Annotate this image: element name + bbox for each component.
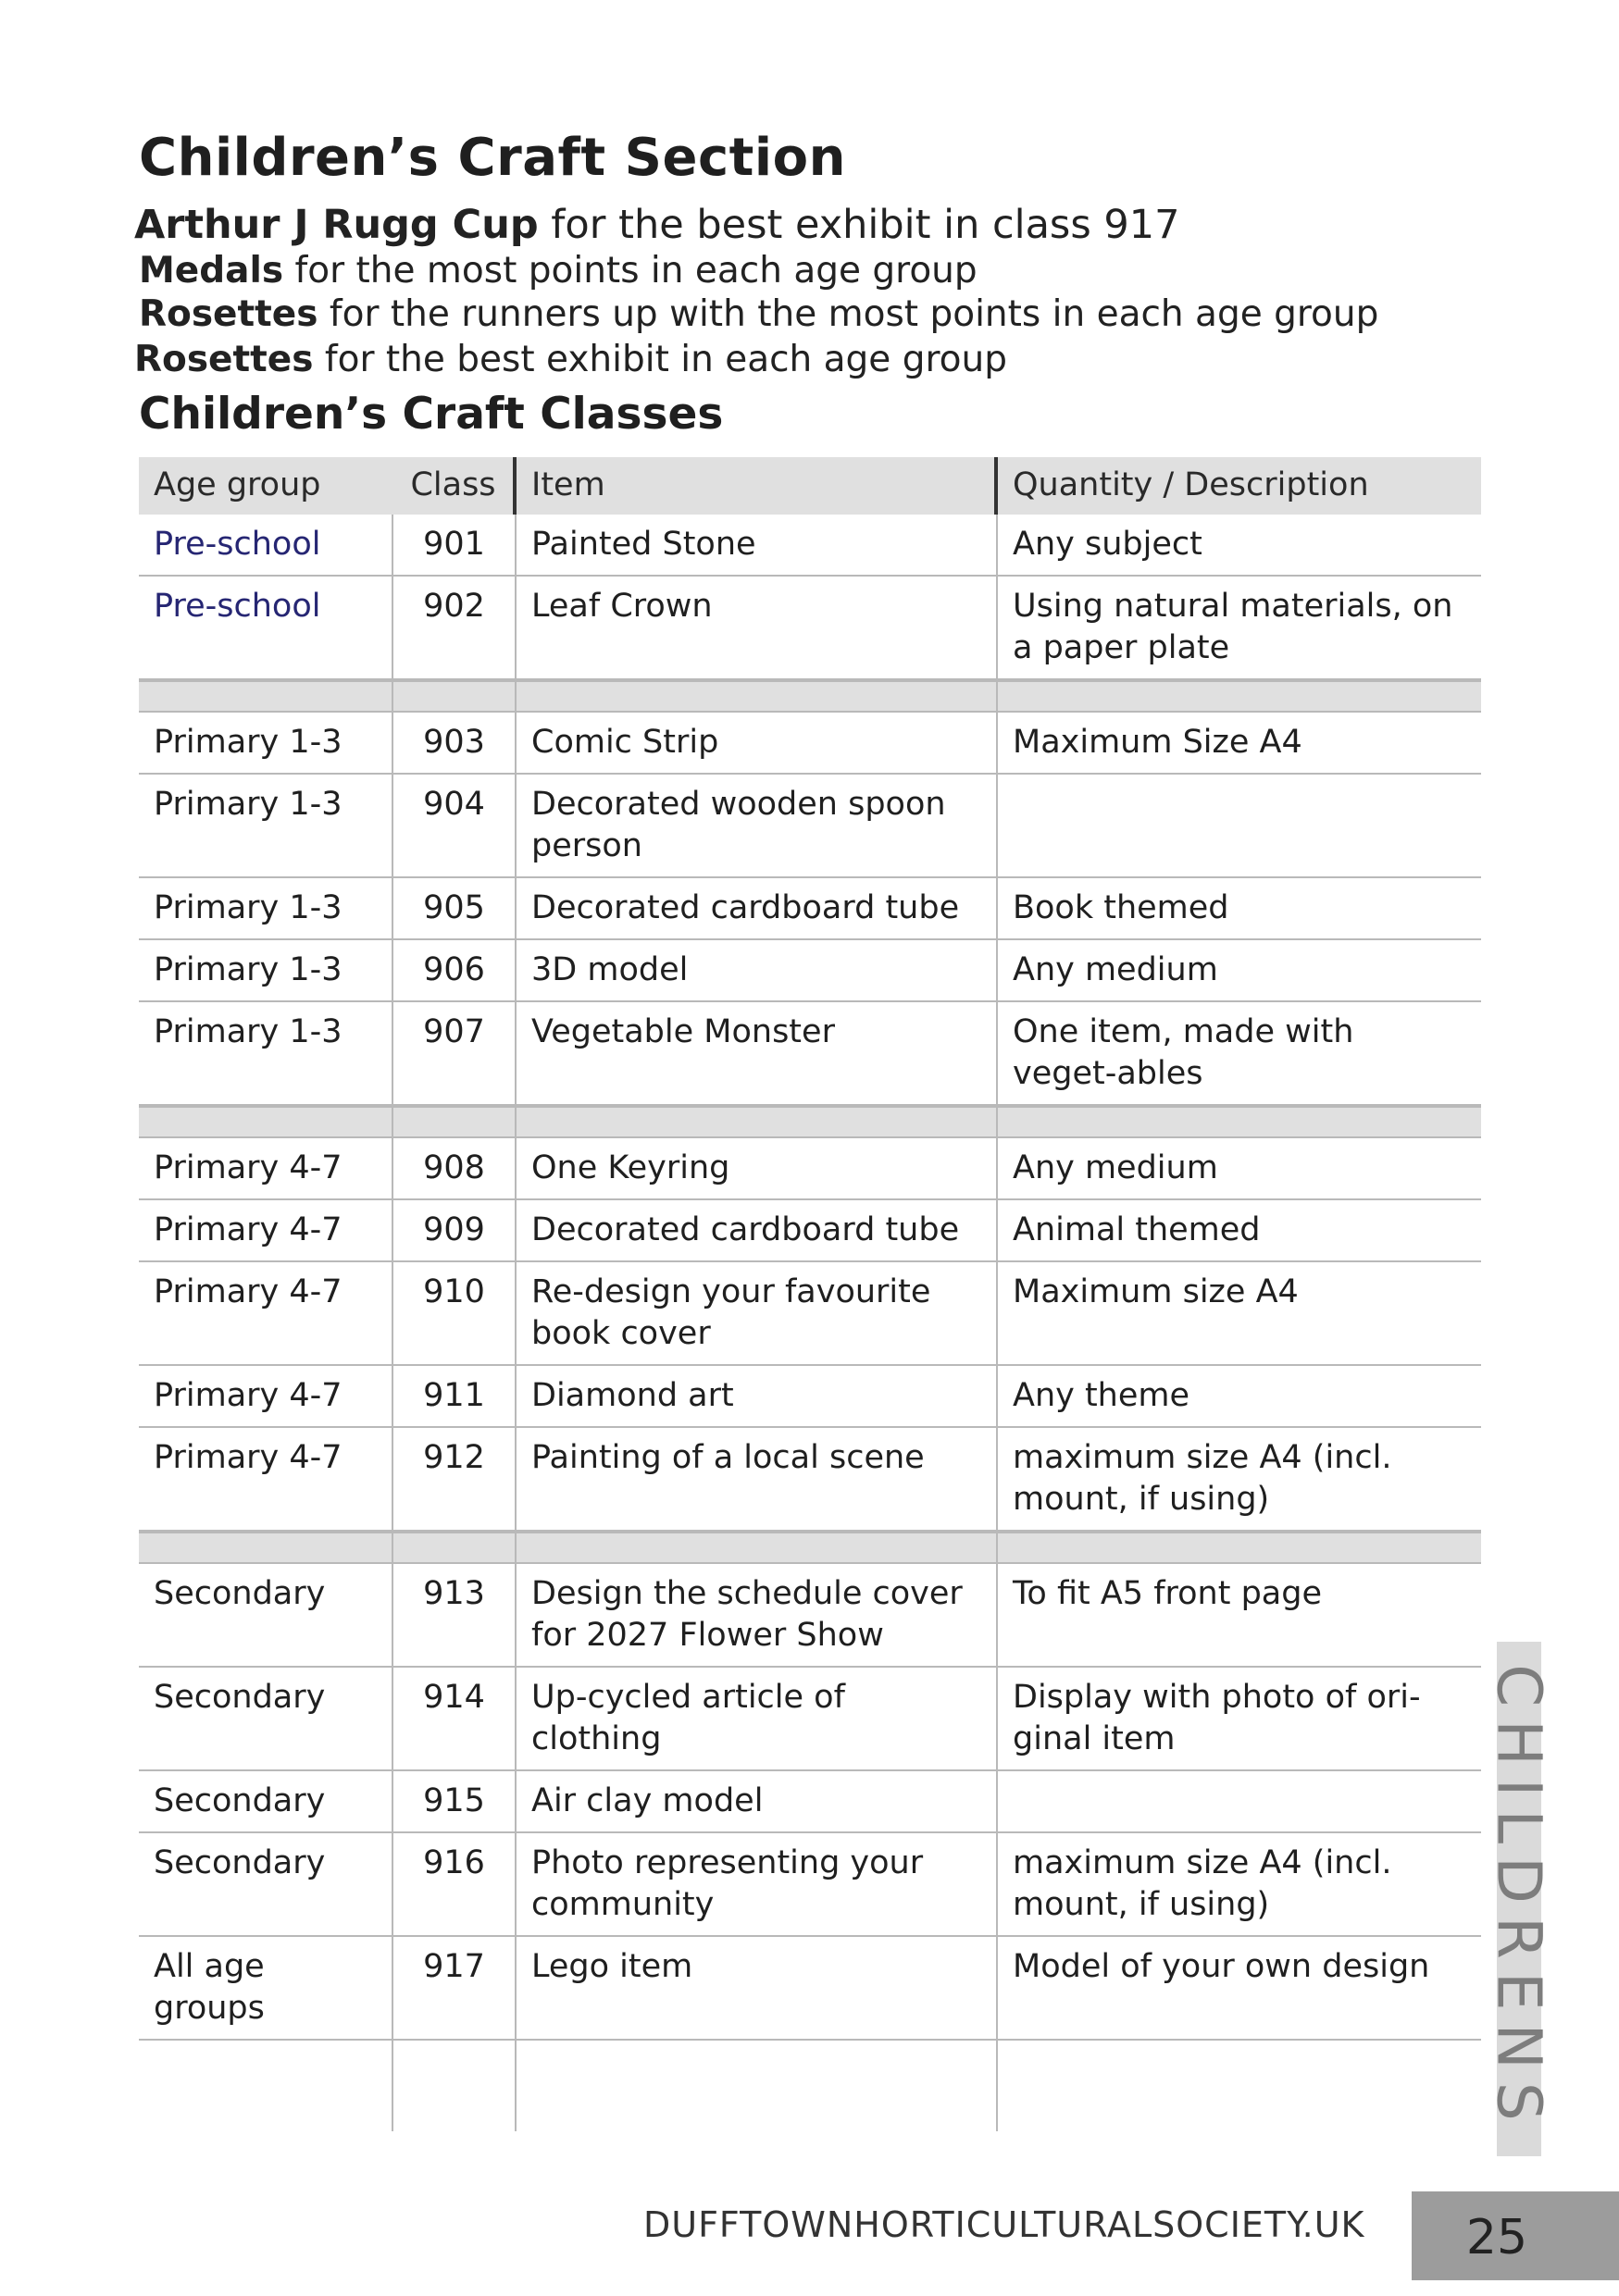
age-group-cell: Primary 1-3 (139, 878, 393, 938)
table-row (139, 1428, 1481, 1532)
description-cell: Display with photo of ori-ginal item (1013, 1679, 1421, 1757)
age-group-cell: Primary 1-3 (139, 713, 393, 773)
age-group-cell: Primary 4-7 (139, 1366, 393, 1426)
table-row (139, 1771, 1481, 1833)
class-number-cell: 903 (393, 713, 517, 773)
description-cell: maximum size A4 (incl. mount, if using) (1013, 1439, 1392, 1518)
description-cell: Any medium (1013, 951, 1218, 988)
item-cell: Air clay model (517, 1771, 998, 1831)
class-number-cell: 910 (393, 1262, 517, 1364)
description-cell: Any theme (1013, 1377, 1190, 1414)
description-cell: To fit A5 front page (1013, 1575, 1323, 1612)
age-group-cell: Primary 1-3 (139, 940, 393, 1000)
description-cell: Animal themed (1013, 1211, 1261, 1248)
side-tab-label: CHILDRENS (1483, 1664, 1555, 2134)
page-title: Children’s Craft Section (139, 128, 846, 188)
class-number-cell: 916 (393, 1833, 517, 1935)
award-name: Rosettes (139, 293, 318, 335)
table-row (139, 577, 1481, 680)
age-group-cell: Secondary (139, 1668, 393, 1769)
description-cell: Model of your own design (1013, 1948, 1430, 1985)
age-group-cell: Pre-school (139, 577, 393, 678)
item-cell: Lego item (517, 1937, 998, 2039)
side-tab (1483, 1642, 1555, 2156)
item-cell: Photo representing your community (517, 1833, 998, 1935)
description-cell (998, 775, 1481, 876)
class-number-cell: 912 (393, 1428, 517, 1530)
table-row (139, 775, 1481, 878)
table-row (139, 940, 1481, 1002)
class-number-cell: 902 (393, 577, 517, 678)
award-text: for the best exhibit in class 917 (538, 202, 1180, 248)
age-group-cell: All age groups (139, 1937, 393, 2039)
class-number-cell: 917 (393, 1937, 517, 2039)
age-group-cell: Pre-school (139, 515, 393, 575)
description-cell: Any subject (1013, 526, 1202, 563)
header-class: Class (393, 457, 517, 515)
class-number-cell: 915 (393, 1771, 517, 1831)
section-subtitle: Children’s Craft Classes (139, 389, 724, 440)
item-cell: Re-design your favourite book cover (517, 1262, 998, 1364)
class-number-cell: 908 (393, 1138, 517, 1198)
award-text: for the runners up with the most points in each age group (318, 293, 1379, 335)
class-number-cell: 914 (393, 1668, 517, 1769)
description-cell: One item, made with veget-ables (1013, 1013, 1354, 1092)
age-group-cell: Primary 1-3 (139, 775, 393, 876)
table-row (139, 1668, 1481, 1771)
award-text: for the best exhibit in each age group (313, 339, 1007, 380)
description-cell: Maximum Size A4 (1013, 724, 1302, 761)
item-cell: Painting of a local scene (517, 1428, 998, 1530)
group-separator (139, 1532, 1481, 1564)
item-cell: Leaf Crown (517, 577, 998, 678)
award-line (139, 293, 1378, 335)
award-line (134, 202, 1179, 248)
award-name: Arthur J Rugg Cup (134, 202, 539, 248)
header-description: Quantity / Description (1013, 466, 1369, 503)
page-number-box (1412, 2191, 1619, 2280)
table-row (139, 1564, 1481, 1668)
item-cell: Decorated cardboard tube (517, 1200, 998, 1260)
age-group-cell: Secondary (139, 1833, 393, 1935)
class-number-cell: 907 (393, 1002, 517, 1104)
item-cell: Comic Strip (517, 713, 998, 773)
class-number-cell: 905 (393, 878, 517, 938)
item-cell: Diamond art (517, 1366, 998, 1426)
table-header-row (139, 457, 1481, 515)
age-group-cell: Primary 4-7 (139, 1138, 393, 1198)
description-cell: Using natural materials, on a paper plate (1013, 588, 1453, 666)
description-cell (998, 1771, 1481, 1831)
item-cell: Decorated cardboard tube (517, 878, 998, 938)
table-row (139, 1833, 1481, 1937)
award-name: Rosettes (134, 339, 314, 380)
award-text: for the most points in each age group (283, 250, 978, 292)
item-cell: Up-cycled article of clothing (517, 1668, 998, 1769)
table-row (139, 515, 1481, 577)
table-row (139, 1200, 1481, 1262)
table-row (139, 1138, 1481, 1200)
class-number-cell: 911 (393, 1366, 517, 1426)
table-row (139, 1262, 1481, 1366)
table-row (139, 1002, 1481, 1106)
table-foot (139, 2041, 1481, 2131)
age-group-cell: Primary 1-3 (139, 1002, 393, 1104)
age-group-cell: Secondary (139, 1564, 393, 1666)
item-cell: Decorated wooden spoon person (517, 775, 998, 876)
description-cell: Any medium (1013, 1149, 1218, 1186)
table-row (139, 878, 1481, 940)
table-row (139, 1366, 1481, 1428)
table-body (139, 515, 1481, 2041)
item-cell: Design the schedule cover for 2027 Flower Show (517, 1564, 998, 1666)
class-number-cell: 904 (393, 775, 517, 876)
award-name: Medals (139, 250, 284, 292)
award-line (134, 339, 1007, 380)
class-number-cell: 913 (393, 1564, 517, 1666)
footer-url: DUFFTOWNHORTICULTURALSOCIETY.UK (643, 2204, 1365, 2245)
age-group-cell: Primary 4-7 (139, 1200, 393, 1260)
header-item: Item (517, 457, 998, 515)
description-cell: maximum size A4 (incl. mount, if using) (1013, 1844, 1392, 1923)
item-cell: Painted Stone (517, 515, 998, 575)
group-separator (139, 1106, 1481, 1138)
table-row (139, 713, 1481, 775)
item-cell: Vegetable Monster (517, 1002, 998, 1104)
table-row (139, 1937, 1481, 2041)
item-cell: One Keyring (517, 1138, 998, 1198)
award-line (139, 250, 978, 292)
page-number: 25 (1465, 2210, 1528, 2265)
description-cell: Maximum size A4 (1013, 1273, 1299, 1310)
class-number-cell: 901 (393, 515, 517, 575)
age-group-cell: Primary 4-7 (139, 1428, 393, 1530)
header-age-group: Age group (154, 466, 321, 503)
group-separator (139, 680, 1481, 713)
class-number-cell: 906 (393, 940, 517, 1000)
age-group-cell: Primary 4-7 (139, 1262, 393, 1364)
description-cell: Book themed (1013, 889, 1229, 926)
age-group-cell: Secondary (139, 1771, 393, 1831)
classes-table (139, 457, 1481, 2131)
item-cell: 3D model (517, 940, 998, 1000)
class-number-cell: 909 (393, 1200, 517, 1260)
